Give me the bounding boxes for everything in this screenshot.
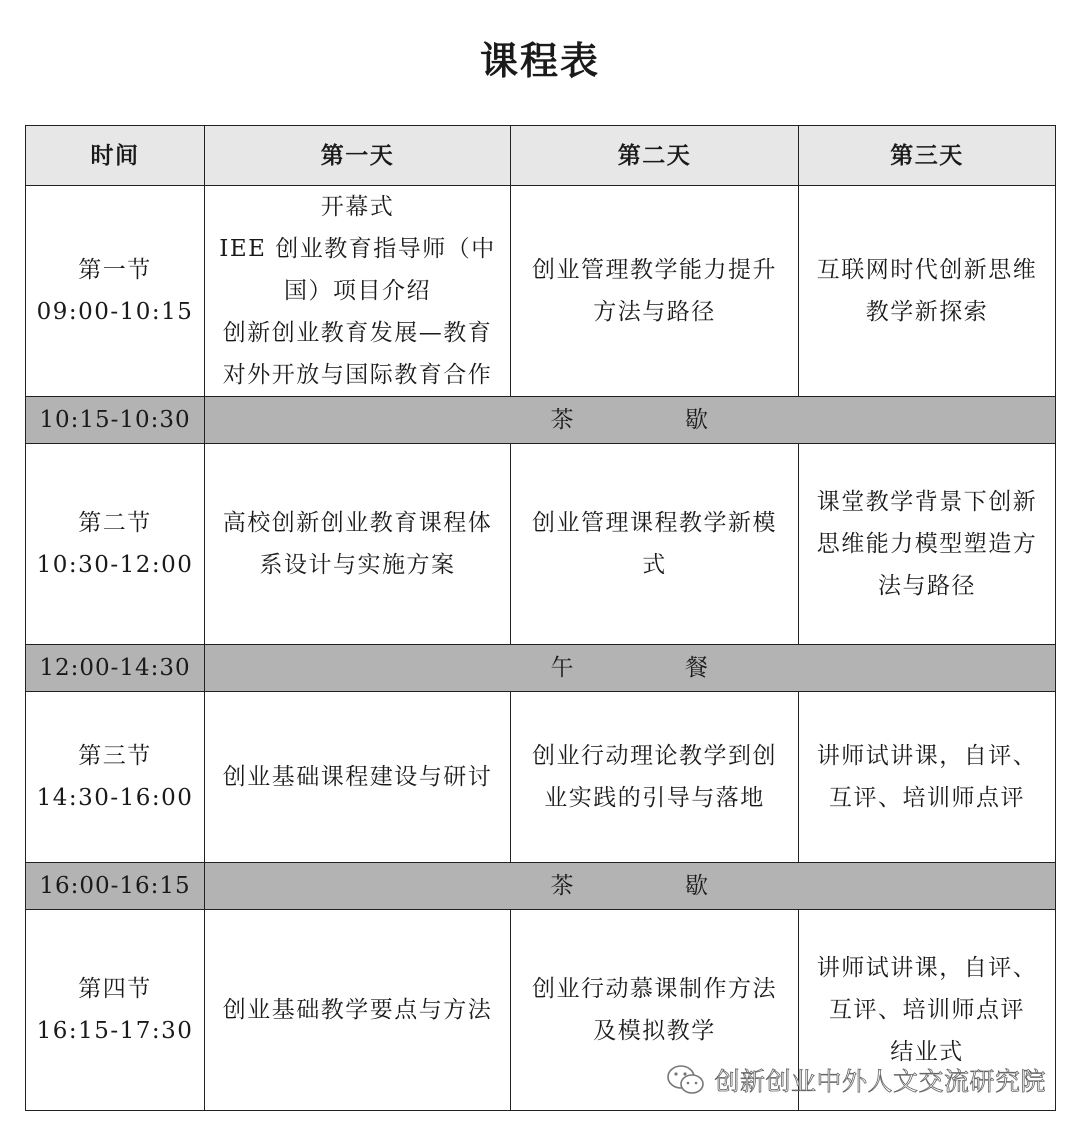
cell-line: 创业行动理论教学到创 [532,743,777,769]
session-time: 14:30-16:00 [36,785,194,811]
cell-line: 结业式 [890,1039,964,1065]
cell-line: 创业管理教学能力提升 [532,257,777,283]
day1-cell [205,910,511,1111]
break-char: 茶 [550,407,575,433]
cell-line: 互评、培训师点评 [829,997,1025,1023]
session-row [26,186,1056,397]
session-time-cell [26,910,205,1111]
break-row [26,397,1056,444]
session-time: 09:00-10:15 [36,299,194,325]
break-time: 16:00-16:15 [26,863,205,910]
break-time: 10:15-10:30 [26,397,205,444]
cell-line: IEE 创业教育指导师（中 [219,236,496,262]
cell-line: 对外开放与国际教育合作 [222,362,493,388]
cell-line: 开幕式 [320,194,395,220]
cell-line: 高校创新创业教育课程体 [222,510,493,536]
break-label [205,397,1056,444]
day3-cell [799,692,1056,863]
header-day1: 第一天 [205,126,511,186]
session-name: 第二节 [78,510,152,536]
cell-line: 思维能力模型塑造方 [816,531,1038,557]
watermark-text: 创新创业中外人文交流研究院 [714,1067,1046,1096]
break-label [205,645,1056,692]
cell-line: 法与路径 [878,573,976,599]
cell-line: 课堂教学背景下创新 [816,489,1038,515]
break-char: 歇 [685,407,710,433]
break-char: 午 [550,655,575,681]
cell-line: 创业基础课程建设与研讨 [222,764,493,790]
day2-cell [511,444,799,645]
header-time: 时间 [26,126,205,186]
session-time: 10:30-12:00 [36,552,194,578]
cell-line: 创业基础教学要点与方法 [222,997,493,1023]
day2-cell [511,186,799,397]
cell-line: 互评、培训师点评 [829,785,1025,811]
session-time-cell [26,444,205,645]
cell-line: 互联网时代创新思维 [816,257,1038,283]
header-day2: 第二天 [511,126,799,186]
cell-line: 业实践的引导与落地 [544,785,765,811]
break-row [26,863,1056,910]
break-char: 茶 [550,873,575,899]
cell-line: 创业行动慕课制作方法 [532,976,777,1002]
day1-cell [205,692,511,863]
session-time-cell [26,186,205,397]
break-label [205,863,1056,910]
cell-line: 式 [642,552,667,578]
schedule-table [25,125,1056,1111]
header-row [26,126,1056,186]
cell-line: 创新创业教育发展—教育 [222,320,493,346]
page-title: 课程表 [479,38,600,83]
break-time: 12:00-14:30 [26,645,205,692]
session-time-cell [26,692,205,863]
day3-cell [799,444,1056,645]
break-char: 餐 [685,655,710,681]
break-char: 歇 [685,873,710,899]
day2-cell [511,692,799,863]
session-row [26,444,1056,645]
session-row [26,692,1056,863]
wechat-icon [666,1063,706,1097]
day1-cell [205,186,511,397]
cell-line: 国）项目介绍 [284,278,431,304]
session-time: 16:15-17:30 [36,1018,194,1044]
cell-line: 教学新探索 [865,299,989,325]
watermark [666,1062,1046,1098]
day3-cell [799,186,1056,397]
cell-line: 系设计与实施方案 [259,552,456,578]
header-day3: 第三天 [799,126,1056,186]
cell-line: 创业管理课程教学新模 [532,510,777,536]
day1-cell [205,444,511,645]
session-name: 第四节 [78,976,152,1002]
cell-line: 及模拟教学 [593,1018,716,1044]
session-name: 第一节 [78,257,152,283]
cell-line: 讲师试讲课，自评、 [816,955,1038,981]
break-row [26,645,1056,692]
session-name: 第三节 [78,743,152,769]
cell-line: 讲师试讲课，自评、 [816,743,1038,769]
cell-line: 方法与路径 [593,299,716,325]
